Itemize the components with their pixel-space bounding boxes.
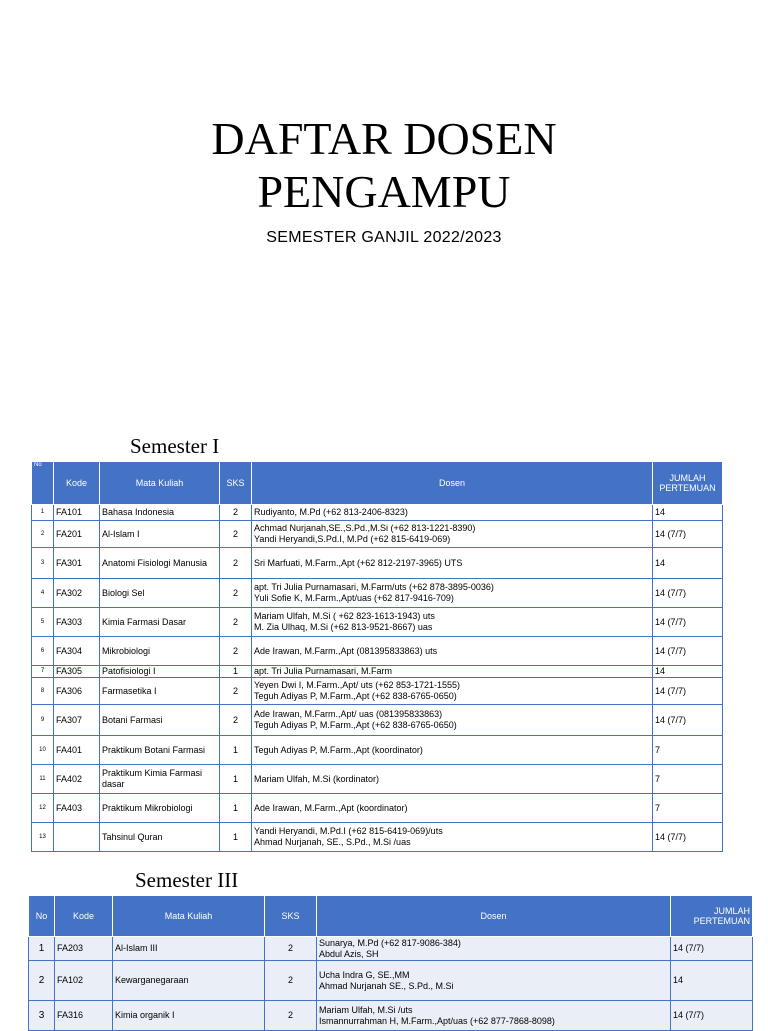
cell-kode: FA101 — [54, 505, 100, 521]
table-row — [32, 579, 723, 608]
cell-jumlah: 14 — [653, 666, 723, 678]
cell-jumlah: 14 (7/7) — [653, 579, 723, 608]
lecturer-line: Achmad Nurjanah,SE.,S.Pd.,M.Si (+62 813-1221-8390) — [254, 523, 476, 533]
table-row — [29, 961, 753, 1001]
cell-kode — [54, 823, 100, 852]
cell-dosen — [317, 937, 671, 961]
lecturer-line: Yandi Heryandi,S.Pd.I, M.Pd (+62 815-6419-069) — [254, 534, 451, 544]
cell-mata-kuliah: Bahasa Indonesia — [100, 505, 220, 521]
header-mata-kuliah: Mata Kuliah — [113, 896, 265, 937]
cell-kode: FA301 — [54, 548, 100, 579]
cell-sks: 1 — [220, 823, 252, 852]
lecturer-line: Sri Marfuati, M.Farm.,Apt (+62 812-2197-3965) UTS — [254, 557, 463, 568]
cell-dosen — [252, 579, 653, 608]
cell-no: 3 — [32, 548, 54, 579]
table-row — [32, 505, 723, 521]
lecturer-line: Yuli Sofie K, M.Farm.,Apt/uas (+62 817-9416-709) — [254, 593, 454, 603]
cell-no: 6 — [32, 637, 54, 666]
cell-dosen — [252, 794, 653, 823]
header-sks: SKS — [220, 462, 252, 505]
header-mata-kuliah: Mata Kuliah — [100, 462, 220, 505]
cell-mata-kuliah: Al-Islam III — [113, 937, 265, 961]
lecturer-line: Abdul Azis, SH — [319, 948, 379, 959]
cell-no: 3 — [29, 1001, 55, 1031]
lecturer-line: Ismannurrahman H, M.Farm.,Apt/uas (+62 877-7868-8098) — [319, 1015, 555, 1026]
cell-jumlah: 14 (7/7) — [653, 823, 723, 852]
lecturer-line: Teguh Adiyas P, M.Farm.,Apt (+62 838-6765-0650) — [254, 720, 457, 730]
lecturer-line: Rudiyanto, M.Pd (+62 813-2406-8323) — [254, 507, 408, 517]
table-row — [32, 823, 723, 852]
header-jumlah: JUMLAH PERTEMUAN — [653, 462, 723, 505]
header-dosen: Dosen — [252, 462, 653, 505]
cell-no: 9 — [32, 705, 54, 736]
cell-sks: 2 — [220, 579, 252, 608]
table-row — [32, 794, 723, 823]
cell-mata-kuliah: Tahsinul Quran — [100, 823, 220, 852]
cell-mata-kuliah: Praktikum Botani Farmasi — [100, 736, 220, 765]
cell-kode: FA201 — [54, 521, 100, 548]
table-row — [32, 736, 723, 765]
table-row — [29, 937, 753, 961]
table-row — [32, 608, 723, 637]
cell-jumlah: 14 (7/7) — [653, 637, 723, 666]
cell-kode: FA302 — [54, 579, 100, 608]
header-no: No — [29, 896, 55, 937]
header-jumlah: JUMLAH PERTEMUAN — [671, 896, 753, 937]
cell-mata-kuliah: Botani Farmasi — [100, 705, 220, 736]
cell-kode: FA402 — [54, 765, 100, 794]
cell-sks: 2 — [220, 678, 252, 705]
cell-mata-kuliah: Kewarganegaraan — [113, 961, 265, 1001]
cell-mata-kuliah: Kimia organik I — [113, 1001, 265, 1031]
cell-mata-kuliah: Farmasetika I — [100, 678, 220, 705]
cell-no: 13 — [32, 823, 54, 852]
cell-kode: FA203 — [55, 937, 113, 961]
page-title — [0, 112, 768, 218]
cell-dosen — [252, 705, 653, 736]
cell-no: 11 — [32, 765, 54, 794]
table-row — [32, 637, 723, 666]
cell-jumlah: 14 (7/7) — [671, 937, 753, 961]
cell-sks: 2 — [220, 505, 252, 521]
cell-no: 12 — [32, 794, 54, 823]
lecturer-line: Teguh Adiyas P, M.Farm.,Apt (koordinator) — [254, 744, 423, 755]
cell-sks: 1 — [220, 736, 252, 765]
cell-no: 5 — [32, 608, 54, 637]
table-row — [32, 678, 723, 705]
table-row — [32, 666, 723, 678]
lecturer-line: Sunarya, M.Pd (+62 817-9086-384) — [319, 937, 461, 948]
cell-jumlah: 7 — [653, 736, 723, 765]
lecturer-line: Ade Irawan, M.Farm.,Apt (081395833863) uts — [254, 645, 438, 656]
cell-dosen — [252, 736, 653, 765]
cell-sks: 2 — [220, 548, 252, 579]
cell-dosen — [252, 637, 653, 666]
cell-dosen — [252, 678, 653, 705]
cell-no: 2 — [29, 961, 55, 1001]
cell-kode: FA303 — [54, 608, 100, 637]
table-header-row — [29, 896, 753, 937]
cell-jumlah: 14 — [671, 961, 753, 1001]
lecturer-line: Mariam Ulfah, M.Si (kordinator) — [254, 773, 380, 784]
cell-dosen — [252, 548, 653, 579]
semester-3-table — [28, 895, 753, 1031]
lecturer-line: Ade Irawan, M.Farm.,Apt/ uas (081395833863) — [254, 709, 443, 719]
cell-mata-kuliah: Al-Islam I — [100, 521, 220, 548]
cell-no: 10 — [32, 736, 54, 765]
lecturer-line: Teguh Adiyas P, M.Farm.,Apt (+62 838-6765-0650) — [254, 691, 457, 701]
cell-no: 4 — [32, 579, 54, 608]
lecturer-line: apt. Tri Julia Purnamasari, M.Farm/uts (+62 878-3895-0036) — [254, 582, 494, 592]
table-row — [32, 705, 723, 736]
cell-mata-kuliah: Praktikum Mikrobiologi — [100, 794, 220, 823]
lecturer-line: Yeyen Dwi I, M.Farm.,Apt/ uts (+62 853-1721-1555) — [254, 680, 461, 690]
cell-jumlah: 14 (7/7) — [653, 521, 723, 548]
lecturer-line: Ahmad Nurjanah SE., S.Pd., M.Si — [319, 980, 454, 991]
cell-mata-kuliah: Kimia Farmasi Dasar — [100, 608, 220, 637]
cell-dosen — [252, 521, 653, 548]
cell-dosen — [317, 1001, 671, 1031]
cell-kode: FA401 — [54, 736, 100, 765]
lecturer-line: Ucha Indra G, SE.,MM — [319, 969, 410, 980]
cell-sks: 1 — [220, 666, 252, 678]
cell-jumlah: 7 — [653, 765, 723, 794]
cell-sks: 2 — [220, 637, 252, 666]
title-line-2: PENGAMPU — [257, 166, 511, 217]
cell-kode: FA307 — [54, 705, 100, 736]
cell-kode: FA305 — [54, 666, 100, 678]
cell-jumlah: 14 (7/7) — [653, 705, 723, 736]
cell-mata-kuliah: Praktikum Kimia Farmasi dasar — [100, 765, 220, 794]
cell-kode: FA306 — [54, 678, 100, 705]
lecturer-line: Ade Irawan, M.Farm.,Apt (koordinator) — [254, 802, 408, 813]
cell-jumlah: 14 (7/7) — [671, 1001, 753, 1031]
cell-no: 7 — [32, 666, 54, 678]
cell-jumlah: 14 — [653, 505, 723, 521]
cell-sks: 1 — [220, 765, 252, 794]
cell-dosen — [252, 505, 653, 521]
table-row — [29, 1001, 753, 1031]
header-dosen: Dosen — [317, 896, 671, 937]
cell-sks: 2 — [265, 937, 317, 961]
lecturer-line: Mariam Ulfah, M.Si ( +62 823-1613-1943) uts — [254, 611, 435, 621]
cell-jumlah: 14 — [653, 548, 723, 579]
cell-jumlah: 14 (7/7) — [653, 678, 723, 705]
cell-no: 1 — [32, 505, 54, 521]
cell-mata-kuliah: Anatomi Fisiologi Manusia — [100, 548, 220, 579]
cell-kode: FA316 — [55, 1001, 113, 1031]
table-row — [32, 521, 723, 548]
cell-sks: 2 — [220, 705, 252, 736]
header-no: No — [32, 462, 54, 505]
table-header-row — [32, 462, 723, 505]
table-row — [32, 548, 723, 579]
cell-sks: 2 — [265, 961, 317, 1001]
lecturer-line: Ahmad Nurjanah, SE., S.Pd., M.Si /uas — [254, 837, 411, 847]
cell-sks: 2 — [265, 1001, 317, 1031]
header-kode: Kode — [54, 462, 100, 505]
lecturer-line: M. Zia Ulhaq, M.Si (+62 813-9521-8667) uas — [254, 622, 433, 632]
cell-kode: FA403 — [54, 794, 100, 823]
cell-no: 2 — [32, 521, 54, 548]
cell-dosen — [252, 765, 653, 794]
cell-mata-kuliah: Mikrobiologi — [100, 637, 220, 666]
cell-mata-kuliah: Biologi Sel — [100, 579, 220, 608]
cell-kode: FA304 — [54, 637, 100, 666]
semester-1-table — [31, 461, 723, 852]
semester-1-label: Semester I — [130, 434, 220, 458]
lecturer-line: Yandi Heryandi, M.Pd.I (+62 815-6419-069)/uts — [254, 826, 443, 836]
header-kode: Kode — [55, 896, 113, 937]
cell-jumlah: 7 — [653, 794, 723, 823]
cell-sks: 1 — [220, 794, 252, 823]
cell-no: 1 — [29, 937, 55, 961]
lecturer-line: Mariam Ulfah, M.Si /uts — [319, 1004, 413, 1015]
cell-kode: FA102 — [55, 961, 113, 1001]
cell-dosen — [317, 961, 671, 1001]
table-row — [32, 765, 723, 794]
header-sks: SKS — [265, 896, 317, 937]
cell-dosen — [252, 608, 653, 637]
cell-dosen — [252, 666, 653, 678]
semester-3-label: Semester III — [135, 868, 239, 892]
cell-jumlah: 14 (7/7) — [653, 608, 723, 637]
subtitle: SEMESTER GANJIL 2022/2023 — [266, 229, 502, 246]
cell-dosen — [252, 823, 653, 852]
cell-no: 8 — [32, 678, 54, 705]
lecturer-line: apt. Tri Julia Purnamasari, M.Farm — [254, 666, 393, 676]
title-line-1: DAFTAR DOSEN — [211, 113, 557, 164]
cell-sks: 2 — [220, 521, 252, 548]
cell-sks: 2 — [220, 608, 252, 637]
cell-mata-kuliah: Patofisiologi I — [100, 666, 220, 678]
